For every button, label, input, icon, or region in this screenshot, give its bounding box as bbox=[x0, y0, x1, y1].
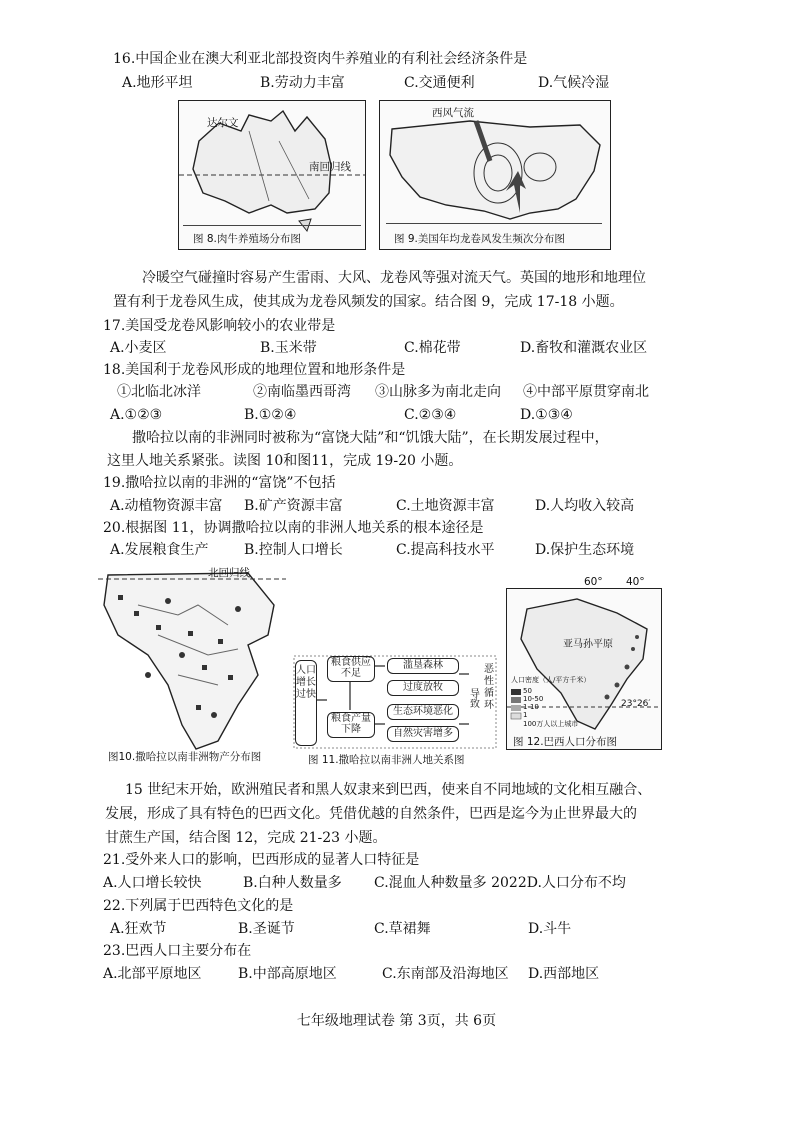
q22-option-d[interactable]: D.斗牛 bbox=[528, 921, 572, 937]
q17-stem: 17.美国受龙卷风影响较小的农业带是 bbox=[103, 318, 336, 334]
intro19-line2: 这里人地关系紧张。读图 10和图11，完成 19-20 小题。 bbox=[107, 453, 463, 469]
flow-box-disasters: 自然灾害增多 bbox=[387, 726, 459, 742]
q18-option-a[interactable]: A.①②③ bbox=[110, 407, 163, 423]
q21-option-cd[interactable]: C.混血人种数量多 2022D.人口分布不均 bbox=[374, 875, 626, 891]
q18-option-b[interactable]: B.①②④ bbox=[244, 407, 297, 423]
flow-box-deforestation: 滥垦森林 bbox=[387, 658, 459, 674]
q19-option-d[interactable]: D.人均收入较高 bbox=[535, 498, 635, 514]
fig9-usa-map bbox=[379, 100, 611, 250]
fig9-caption: 图 9.美国年均龙卷风发生频次分布图 bbox=[394, 233, 565, 245]
q16-option-b[interactable]: B.劳动力丰富 bbox=[260, 75, 345, 91]
flow-box-population-growth: 人口增长过快 bbox=[295, 660, 317, 746]
fig9-wind-label: 西风气流 bbox=[432, 107, 474, 119]
q23-option-a[interactable]: A.北部平原地区 bbox=[103, 966, 202, 982]
q21-option-b[interactable]: B.白种人数量多 bbox=[243, 875, 342, 891]
q22-stem: 22.下列属于巴西特色文化的是 bbox=[103, 898, 294, 914]
fig12-lon-b: 40° bbox=[626, 576, 645, 588]
intro21-line1: 15 世纪末开始，欧洲殖民者和黑人奴隶来到巴西，使来自不同地域的文化相互融合、 bbox=[125, 782, 652, 798]
q16-option-a[interactable]: A.地形平坦 bbox=[122, 75, 193, 91]
intro19-line1: 撒哈拉以南的非洲同时被称为“富饶大陆”和“饥饿大陆”，在长期发展过程中， bbox=[132, 430, 609, 446]
flow-box-eco-degradation: 生态环境恶化 bbox=[387, 704, 459, 720]
africa-outline-icon bbox=[98, 565, 286, 765]
fig12-legend-1: 50 bbox=[523, 687, 532, 695]
q23-option-d[interactable]: D.西部地区 bbox=[528, 966, 600, 982]
fig10-tropic-label: 北回归线 bbox=[208, 567, 250, 579]
fig12-legend-2: 10-50 bbox=[523, 695, 544, 703]
q16-option-c[interactable]: C.交通便利 bbox=[404, 75, 475, 91]
fig12-lat-label: 23°26′ bbox=[621, 699, 651, 709]
q23-option-c[interactable]: C.东南部及沿海地区 bbox=[382, 966, 509, 982]
q16-stem: 16.中国企业在澳大利亚北部投资肉牛养殖业的有利社会经济条件是 bbox=[113, 51, 528, 67]
q17-option-a[interactable]: A.小麦区 bbox=[110, 340, 167, 356]
q19-option-c[interactable]: C.土地资源丰富 bbox=[396, 498, 495, 514]
q20-option-b[interactable]: B.控制人口增长 bbox=[244, 542, 343, 558]
fig12-caption: 图 12.巴西人口分布图 bbox=[513, 736, 618, 748]
fig8-darwin-label: 达尔文 bbox=[207, 117, 239, 129]
q20-option-a[interactable]: A.发展粮食生产 bbox=[110, 542, 209, 558]
flow-box-food-decline: 粮食产量下降 bbox=[327, 712, 375, 738]
intro17-line2: 置有利于龙卷风生成，使其成为龙卷风频发的国家。结合图 9，完成 17-18 小题。 bbox=[113, 294, 624, 310]
fig8-tropic-label: 南回归线 bbox=[309, 161, 351, 173]
fig8-australia-map bbox=[178, 100, 366, 250]
flow-box-food-shortage: 粮食供应不足 bbox=[327, 656, 375, 682]
q20-option-d[interactable]: D.保护生态环境 bbox=[535, 542, 635, 558]
fig12-lon-a: 60° bbox=[584, 576, 603, 588]
intro21-line3: 甘蔗生产国，结合图 12，完成 21-23 小题。 bbox=[105, 830, 387, 846]
q19-option-b[interactable]: B.矿产资源丰富 bbox=[244, 498, 343, 514]
q21-option-a[interactable]: A.人口增长较快 bbox=[103, 875, 202, 891]
q17-option-d[interactable]: D.畜牧和灌溉农业区 bbox=[520, 340, 648, 356]
intro17-line1: 冷暖空气碰撞时容易产生雷雨、大风、龙卷风等强对流天气。英国的地形和地理位 bbox=[142, 270, 646, 286]
q18-stem: 18.美国利于龙卷风形成的地理位置和地形条件是 bbox=[103, 362, 406, 378]
q17-option-b[interactable]: B.玉米带 bbox=[260, 340, 317, 356]
fig11-relationship-diagram bbox=[293, 654, 498, 750]
fig12-region-label: 亚马孙平原 bbox=[563, 639, 613, 650]
q22-option-a[interactable]: A.狂欢节 bbox=[110, 921, 167, 937]
flow-label-vicious-cycle: 恶性循环 bbox=[483, 664, 495, 734]
fig12-legend-3: 1-10 bbox=[523, 703, 539, 711]
q18-condition-4: ④中部平原贯穿南北 bbox=[523, 384, 649, 400]
fig8-caption: 图 8.肉牛养殖场分布图 bbox=[193, 233, 301, 245]
fig12-brazil-map bbox=[506, 588, 662, 750]
q20-option-c[interactable]: C.提高科技水平 bbox=[396, 542, 495, 558]
q16-option-d[interactable]: D.气候冷湿 bbox=[538, 75, 610, 91]
fig12-legend-4: 1 bbox=[523, 711, 528, 719]
q22-option-b[interactable]: B.圣诞节 bbox=[238, 921, 295, 937]
intro21-line2: 发展，形成了具有特色的巴西文化。凭借优越的自然条件，巴西是迄今为止世界最大的 bbox=[105, 806, 637, 822]
q23-option-b[interactable]: B.中部高原地区 bbox=[238, 966, 337, 982]
q19-stem: 19.撒哈拉以南的非洲的“富饶”不包括 bbox=[103, 475, 336, 491]
q18-condition-2: ②南临墨西哥湾 bbox=[253, 384, 351, 400]
fig12-legend-title: 人口密度（人/平方千米） bbox=[511, 676, 591, 684]
q18-option-d[interactable]: D.①③④ bbox=[520, 407, 573, 423]
q17-option-c[interactable]: C.棉花带 bbox=[404, 340, 461, 356]
q19-option-a[interactable]: A.动植物资源丰富 bbox=[110, 498, 223, 514]
flow-box-overgrazing: 过度放牧 bbox=[387, 680, 459, 696]
flow-label-leads-to: 导致 bbox=[469, 690, 481, 718]
fig10-caption: 图10.撒哈拉以南非洲物产分布图 bbox=[108, 751, 262, 763]
q23-stem: 23.巴西人口主要分布在 bbox=[103, 943, 252, 959]
q18-option-c[interactable]: C.②③④ bbox=[404, 407, 457, 423]
q21-stem: 21.受外来人口的影响，巴西形成的显著人口特征是 bbox=[103, 852, 420, 868]
usa-outline-icon bbox=[380, 101, 610, 249]
q18-condition-1: ①北临北冰洋 bbox=[117, 384, 201, 400]
fig10-africa-map bbox=[98, 565, 286, 765]
fig12-legend-5: 100万人以上城市 bbox=[523, 720, 579, 728]
fig11-caption: 图 11.撒哈拉以南非洲人地关系图 bbox=[308, 754, 465, 766]
q22-option-c[interactable]: C.草裙舞 bbox=[374, 921, 431, 937]
q20-stem: 20.根据图 11，协调撒哈拉以南的非洲人地关系的根本途径是 bbox=[103, 520, 484, 536]
q18-condition-3: ③山脉多为南北走向 bbox=[375, 384, 501, 400]
page-footer: 七年级地理试卷 第 3页，共 6页 bbox=[296, 1013, 497, 1029]
